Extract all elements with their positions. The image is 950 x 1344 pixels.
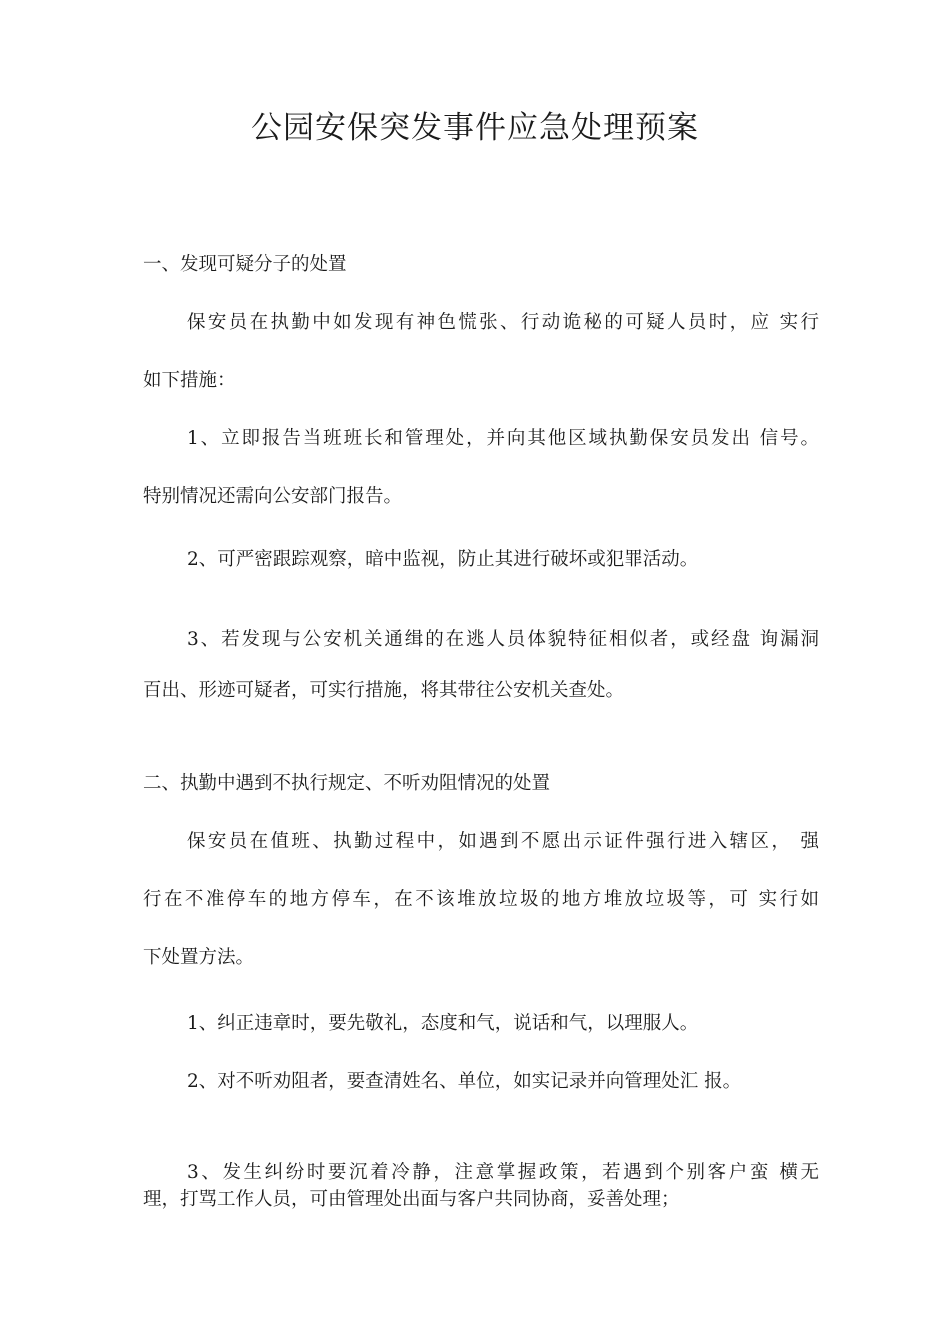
section-1-intro-line-2: 如下措施： bbox=[143, 370, 236, 391]
section-2-intro-line-2: 行在不准停车的地方停车，在不该堆放垃圾的地方堆放垃圾等，可 实行如 bbox=[143, 889, 819, 910]
section-1-item-3-line-2: 百出、形迹可疑者，可实行措施，将其带往公安机关查处。 bbox=[143, 680, 625, 701]
section-2-item-2: 2、对不听劝阻者，要查清姓名、单位，如实记录并向管理处汇 报。 bbox=[187, 1071, 742, 1092]
section-1-item-1-line-2: 特别情况还需向公安部门报告。 bbox=[143, 486, 403, 507]
section-2-item-3-line-2: 理，打骂工作人员，可由管理处出面与客户共同协商，妥善处理； bbox=[143, 1189, 680, 1210]
section-1-intro-line-1: 保安员在执勤中如发现有神色慌张、行动诡秘的可疑人员时，应 实行 bbox=[187, 312, 819, 333]
section-2-intro-line-3: 下处置方法。 bbox=[143, 947, 255, 968]
section-1-item-3-line-1: 3、若发现与公安机关通缉的在逃人员体貌特征相似者，或经盘 询漏洞 bbox=[187, 629, 819, 650]
section-2-item-3-line-1: 3、发生纠纷时要沉着冷静，注意掌握政策，若遇到个别客户蛮 横无 bbox=[187, 1162, 819, 1183]
document-title: 公园安保突发事件应急处理预案 bbox=[251, 110, 699, 146]
section-2-item-1: 1、纠正违章时，要先敬礼，态度和气，说话和气，以理服人。 bbox=[187, 1013, 699, 1034]
section-1-item-1-line-1: 1、立即报告当班班长和管理处，并向其他区域执勤保安员发出 信号。 bbox=[187, 428, 819, 449]
section-1-heading: 一、发现可疑分子的处置 bbox=[143, 254, 347, 275]
section-2-intro-line-1: 保安员在值班、执勤过程中，如遇到不愿出示证件强行进入辖区， 强 bbox=[187, 831, 819, 852]
section-2-heading: 二、执勤中遇到不执行规定、不听劝阻情况的处置 bbox=[143, 773, 551, 794]
section-1-item-2: 2、可严密跟踪观察，暗中监视，防止其进行破坏或犯罪活动。 bbox=[187, 549, 699, 570]
